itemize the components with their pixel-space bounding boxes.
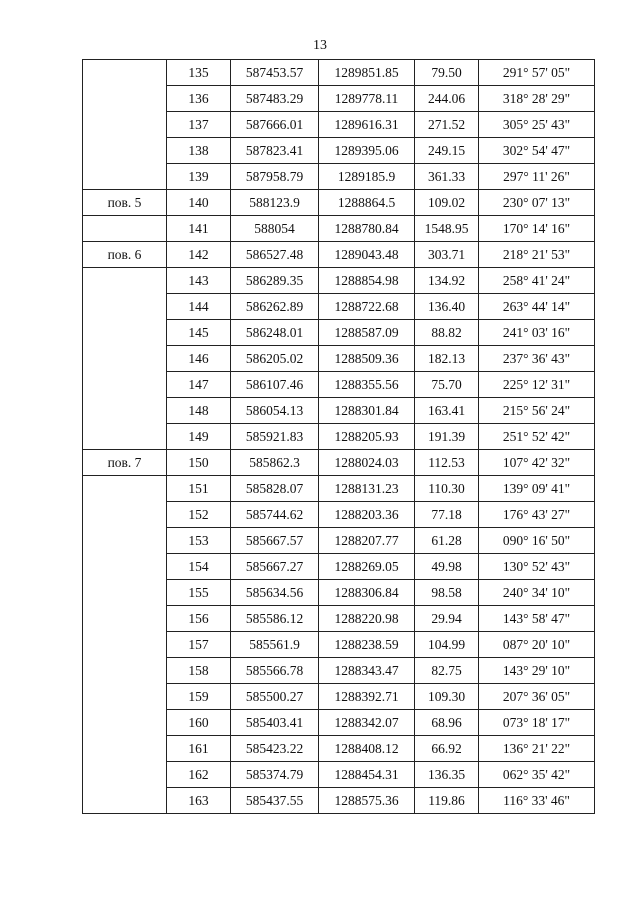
turn-label-cell [83,762,167,788]
turn-label-cell [83,320,167,346]
table-row [83,346,595,372]
length-cell: 303.71 [415,242,479,268]
x-coordinate-cell: 586107.46 [231,372,319,398]
point-number-cell: 141 [167,216,231,242]
turn-label-cell [83,528,167,554]
point-number-cell: 142 [167,242,231,268]
length-cell: 66.92 [415,736,479,762]
length-cell: 271.52 [415,112,479,138]
direction-angle-cell: 263° 44' 14" [479,294,595,320]
point-number-cell: 136 [167,86,231,112]
x-coordinate-cell: 585437.55 [231,788,319,814]
point-number-cell: 148 [167,398,231,424]
length-cell: 1548.95 [415,216,479,242]
length-cell: 49.98 [415,554,479,580]
x-coordinate-cell: 585667.27 [231,554,319,580]
length-cell: 109.30 [415,684,479,710]
x-coordinate-cell: 585634.56 [231,580,319,606]
table-row [83,138,595,164]
direction-angle-cell: 218° 21' 53" [479,242,595,268]
y-coordinate-cell: 1288343.47 [319,658,415,684]
x-coordinate-cell: 586527.48 [231,242,319,268]
y-coordinate-cell: 1288864.5 [319,190,415,216]
point-number-cell: 150 [167,450,231,476]
table-row [83,554,595,580]
coordinates-table [82,59,595,814]
table-row [83,294,595,320]
y-coordinate-cell: 1288854.98 [319,268,415,294]
length-cell: 191.39 [415,424,479,450]
turn-label-cell [83,346,167,372]
direction-angle-cell: 087° 20' 10" [479,632,595,658]
table-row [83,736,595,762]
turn-label-cell [83,86,167,112]
length-cell: 104.99 [415,632,479,658]
x-coordinate-cell: 585921.83 [231,424,319,450]
point-number-cell: 139 [167,164,231,190]
length-cell: 77.18 [415,502,479,528]
direction-angle-cell: 176° 43' 27" [479,502,595,528]
x-coordinate-cell: 585423.22 [231,736,319,762]
turn-label-cell [83,138,167,164]
direction-angle-cell: 139° 09' 41" [479,476,595,502]
direction-angle-cell: 116° 33' 46" [479,788,595,814]
direction-angle-cell: 225° 12' 31" [479,372,595,398]
turn-label-cell [83,60,167,86]
direction-angle-cell: 143° 29' 10" [479,658,595,684]
direction-angle-cell: 170° 14' 16" [479,216,595,242]
point-number-cell: 156 [167,606,231,632]
turn-label-cell [83,710,167,736]
length-cell: 75.70 [415,372,479,398]
turn-label-cell [83,294,167,320]
y-coordinate-cell: 1288131.23 [319,476,415,502]
direction-angle-cell: 130° 52' 43" [479,554,595,580]
length-cell: 119.86 [415,788,479,814]
x-coordinate-cell: 585744.62 [231,502,319,528]
length-cell: 249.15 [415,138,479,164]
length-cell: 88.82 [415,320,479,346]
table-row [83,60,595,86]
direction-angle-cell: 136° 21' 22" [479,736,595,762]
y-coordinate-cell: 1289851.85 [319,60,415,86]
direction-angle-cell: 143° 58' 47" [479,606,595,632]
table-row [83,86,595,112]
y-coordinate-cell: 1288238.59 [319,632,415,658]
turn-label-cell [83,398,167,424]
y-coordinate-cell: 1288207.77 [319,528,415,554]
y-coordinate-cell: 1288575.36 [319,788,415,814]
turn-label-cell [83,268,167,294]
y-coordinate-cell: 1288454.31 [319,762,415,788]
length-cell: 68.96 [415,710,479,736]
x-coordinate-cell: 587823.41 [231,138,319,164]
point-number-cell: 155 [167,580,231,606]
x-coordinate-cell: 585667.57 [231,528,319,554]
direction-angle-cell: 251° 52' 42" [479,424,595,450]
direction-angle-cell: 305° 25' 43" [479,112,595,138]
point-number-cell: 162 [167,762,231,788]
direction-angle-cell: 215° 56' 24" [479,398,595,424]
x-coordinate-cell: 587453.57 [231,60,319,86]
y-coordinate-cell: 1288408.12 [319,736,415,762]
turn-label-cell [83,424,167,450]
direction-angle-cell: 302° 54' 47" [479,138,595,164]
table-row [83,658,595,684]
table-row [83,164,595,190]
point-number-cell: 163 [167,788,231,814]
x-coordinate-cell: 585828.07 [231,476,319,502]
x-coordinate-cell: 585566.78 [231,658,319,684]
table-row [83,372,595,398]
direction-angle-cell: 318° 28' 29" [479,86,595,112]
length-cell: 134.92 [415,268,479,294]
turn-label-cell [83,580,167,606]
table-row [83,580,595,606]
point-number-cell: 161 [167,736,231,762]
length-cell: 112.53 [415,450,479,476]
x-coordinate-cell: 587958.79 [231,164,319,190]
direction-angle-cell: 230° 07' 13" [479,190,595,216]
point-number-cell: 135 [167,60,231,86]
x-coordinate-cell: 588054 [231,216,319,242]
x-coordinate-cell: 586289.35 [231,268,319,294]
table-row [83,476,595,502]
turn-label-cell [83,684,167,710]
direction-angle-cell: 073° 18' 17" [479,710,595,736]
table-row [83,242,595,268]
table-row [83,190,595,216]
table-row [83,398,595,424]
length-cell: 361.33 [415,164,479,190]
x-coordinate-cell: 585403.41 [231,710,319,736]
x-coordinate-cell: 585374.79 [231,762,319,788]
y-coordinate-cell: 1289185.9 [319,164,415,190]
x-coordinate-cell: 585586.12 [231,606,319,632]
y-coordinate-cell: 1288355.56 [319,372,415,398]
direction-angle-cell: 062° 35' 42" [479,762,595,788]
y-coordinate-cell: 1288220.98 [319,606,415,632]
turn-label-cell [83,632,167,658]
turn-label-cell [83,216,167,242]
direction-angle-cell: 241° 03' 16" [479,320,595,346]
x-coordinate-cell: 587666.01 [231,112,319,138]
turn-label-cell: пов. 6 [83,242,167,268]
table-row [83,528,595,554]
point-number-cell: 152 [167,502,231,528]
point-number-cell: 159 [167,684,231,710]
x-coordinate-cell: 585500.27 [231,684,319,710]
table-row [83,268,595,294]
y-coordinate-cell: 1288342.07 [319,710,415,736]
table-row [83,632,595,658]
length-cell: 136.35 [415,762,479,788]
point-number-cell: 138 [167,138,231,164]
length-cell: 82.75 [415,658,479,684]
point-number-cell: 160 [167,710,231,736]
y-coordinate-cell: 1288780.84 [319,216,415,242]
x-coordinate-cell: 585862.3 [231,450,319,476]
point-number-cell: 147 [167,372,231,398]
y-coordinate-cell: 1288722.68 [319,294,415,320]
point-number-cell: 157 [167,632,231,658]
y-coordinate-cell: 1288587.09 [319,320,415,346]
point-number-cell: 146 [167,346,231,372]
turn-label-cell: пов. 7 [83,450,167,476]
length-cell: 61.28 [415,528,479,554]
point-number-cell: 143 [167,268,231,294]
y-coordinate-cell: 1288203.36 [319,502,415,528]
table-row [83,216,595,242]
length-cell: 98.58 [415,580,479,606]
length-cell: 29.94 [415,606,479,632]
turn-label-cell [83,736,167,762]
y-coordinate-cell: 1288306.84 [319,580,415,606]
length-cell: 109.02 [415,190,479,216]
point-number-cell: 145 [167,320,231,346]
page-number: 13 [313,38,327,53]
point-number-cell: 154 [167,554,231,580]
turn-label-cell [83,164,167,190]
coordinates-table-body [83,60,595,814]
length-cell: 136.40 [415,294,479,320]
length-cell: 182.13 [415,346,479,372]
length-cell: 244.06 [415,86,479,112]
turn-label-cell [83,502,167,528]
point-number-cell: 151 [167,476,231,502]
table-row [83,606,595,632]
turn-label-cell [83,606,167,632]
y-coordinate-cell: 1288392.71 [319,684,415,710]
y-coordinate-cell: 1288301.84 [319,398,415,424]
turn-label-cell: пов. 5 [83,190,167,216]
x-coordinate-cell: 588123.9 [231,190,319,216]
point-number-cell: 137 [167,112,231,138]
turn-label-cell [83,658,167,684]
turn-label-cell [83,112,167,138]
x-coordinate-cell: 587483.29 [231,86,319,112]
direction-angle-cell: 090° 16' 50" [479,528,595,554]
direction-angle-cell: 107° 42' 32" [479,450,595,476]
direction-angle-cell: 297° 11' 26" [479,164,595,190]
direction-angle-cell: 237° 36' 43" [479,346,595,372]
point-number-cell: 140 [167,190,231,216]
x-coordinate-cell: 586248.01 [231,320,319,346]
y-coordinate-cell: 1288024.03 [319,450,415,476]
length-cell: 79.50 [415,60,479,86]
table-row [83,320,595,346]
point-number-cell: 153 [167,528,231,554]
turn-label-cell [83,476,167,502]
length-cell: 110.30 [415,476,479,502]
length-cell: 163.41 [415,398,479,424]
x-coordinate-cell: 586262.89 [231,294,319,320]
table-row [83,788,595,814]
y-coordinate-cell: 1288509.36 [319,346,415,372]
turn-label-cell [83,554,167,580]
direction-angle-cell: 240° 34' 10" [479,580,595,606]
turn-label-cell [83,788,167,814]
table-row [83,424,595,450]
turn-label-cell [83,372,167,398]
direction-angle-cell: 291° 57' 05" [479,60,595,86]
y-coordinate-cell: 1288205.93 [319,424,415,450]
table-row [83,710,595,736]
y-coordinate-cell: 1289043.48 [319,242,415,268]
y-coordinate-cell: 1288269.05 [319,554,415,580]
x-coordinate-cell: 586054.13 [231,398,319,424]
x-coordinate-cell: 585561.9 [231,632,319,658]
direction-angle-cell: 207° 36' 05" [479,684,595,710]
y-coordinate-cell: 1289395.06 [319,138,415,164]
table-row [83,684,595,710]
x-coordinate-cell: 586205.02 [231,346,319,372]
table-row [83,112,595,138]
point-number-cell: 144 [167,294,231,320]
table-row [83,762,595,788]
table-row [83,502,595,528]
y-coordinate-cell: 1289778.11 [319,86,415,112]
y-coordinate-cell: 1289616.31 [319,112,415,138]
point-number-cell: 158 [167,658,231,684]
point-number-cell: 149 [167,424,231,450]
direction-angle-cell: 258° 41' 24" [479,268,595,294]
table-row [83,450,595,476]
